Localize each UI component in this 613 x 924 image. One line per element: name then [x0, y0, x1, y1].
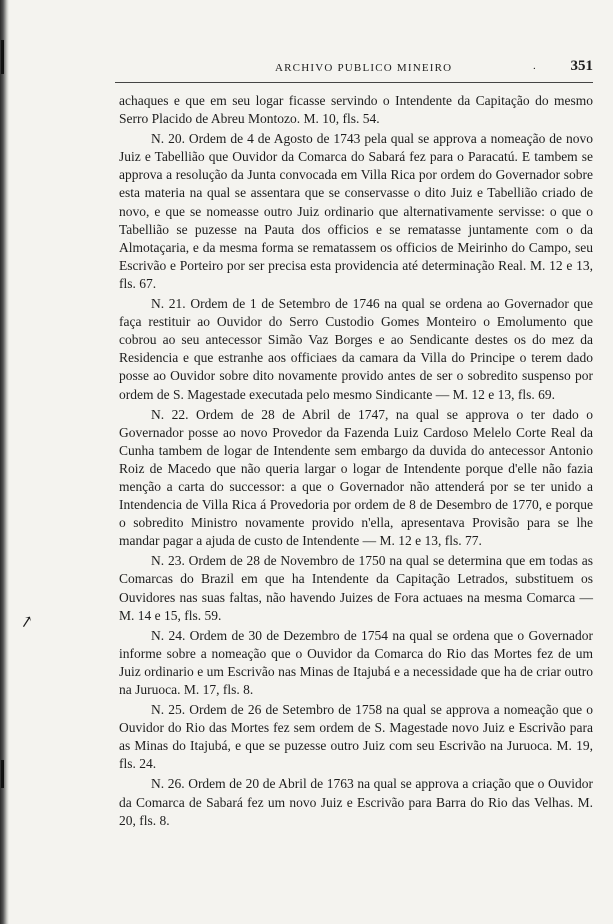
body-text: [119, 92, 593, 830]
entry-23: N. 23. Ordem de 28 de Novembro de 1750 na qual se determina que em todas as Comarcas do Brazil em que ha Intendente da Capitação Letrados, substituem os Ouvidores nas suas faltas, não havendo Juizes de Fora actuaes na mesma Comarca — M. 14 e 15, fls. 59.: [119, 553, 593, 623]
entry-26: N. 26. Ordem de 20 de Abril de 1763 na qual se approva a criação que o Ouvidor da Comarca de Sabará fez um novo Juiz e Escrivão para Barra do Rio das Velhas. M. 20, fls. 8.: [119, 776, 593, 828]
edge-mark: [1, 760, 4, 788]
running-header: [115, 58, 593, 80]
entry-25: N. 25. Ordem de 26 de Setembro de 1758 na qual se approva a nomeação que o Ouvidor do Rio das Mortes fez sem ordem de S. Magestade novo Juiz e Escrivão para as Minas do Itajubá, e que se puzesse outro Juiz com seu Escrivão na Juruoca. M. 19, fls. 24.: [119, 702, 593, 772]
entry-24: N. 24. Ordem de 30 de Dezembro de 1754 na qual se ordena que o Governador informe sobre a nomeação que o Ouvidor da Comarca do Rio das Mortes fez de um Juiz ordinario e um Escrivão nas Minas de Itajubá e a necessidade que ha de criar outro na Juruoca. M. 17, fls. 8.: [119, 627, 593, 697]
header-dot: .: [533, 60, 536, 72]
paragraph-continuation: achaques e que em seu logar ficasse servindo o Intendente da Capitação do mesmo Serro Placido de Abreu Montozo. M. 10, fls. 54.: [119, 93, 593, 127]
entry-20: N. 20. Ordem de 4 de Agosto de 1743 pela qual se approva a nomeação de novo Juiz e Tabellião que Ouvidor da Comarca do Sabará fez para o Paracatú. E tambem se approva a resolução da Junta convocada em Villa Rica por ordem do Governador sobre esta materia na qual se assentara que se conservasse o dito Juiz e Tabellião criado de novo, e que se nomeasse outro Juiz ordinario que alternativamente servisse: o que o Tabellião se puzesse na Pauta dos officios e se rematasse juntamente com o da Almotaçaria, e da mesma forma se rematassem os officios de Meirinho do Campo, seu Escrivão e Porteiro por ser precisa esta providencia até determinação Real. M. 12 e 13, fls. 67.: [119, 131, 593, 291]
entry-22: N. 22. Ordem de 28 de Abril de 1747, na qual se approva o ter dado o Governador posse ao novo Provedor da Fazenda Luiz Cardoso Melelo Corte Real da Cunha tambem de logar de Intendente sem embargo da duvida do antecessor Antonio Roiz de Macedo que não queria largar o logar de Intendente porque d'elle não fazia menção a carta do successor: a que o Governador não attenderá por se ter unido a Intendencia de Villa Rica á Provedoria por ordem de 8 de Desembro de 1770, e porque o sobredito Ministro novamente provido n'ella, apresentava Provisão para se lhe mandar pagar a ajuda de custo de Intendente — M. 12 e 13, fls. 77.: [119, 406, 593, 549]
header-title: ARCHIVO PUBLICO MINEIRO: [275, 62, 453, 74]
header-rule: [115, 82, 593, 83]
edge-mark: [1, 40, 4, 74]
margin-mark: ↗: [18, 612, 36, 633]
entry-21: N. 21. Ordem de 1 de Setembro de 1746 na qual se ordena ao Governador que faça restituir ao Ouvidor do Serro Custodio Gomes Monteiro o Emolumento que cobrou ao seu antecessor Simão Vaz Borges e ao Sendicante destes os do mez da Residencia e que estranhe aos officiaes da camara da Villa do Principe o terem dado posse ao Ouvidor sobre dito novamente provido antes de ser o sobredito suspenso por ordem de S. Magestade executada pelo mesmo Sindicante — M. 12 e 13, fls. 69.: [119, 296, 593, 402]
page-number: 351: [570, 58, 593, 74]
